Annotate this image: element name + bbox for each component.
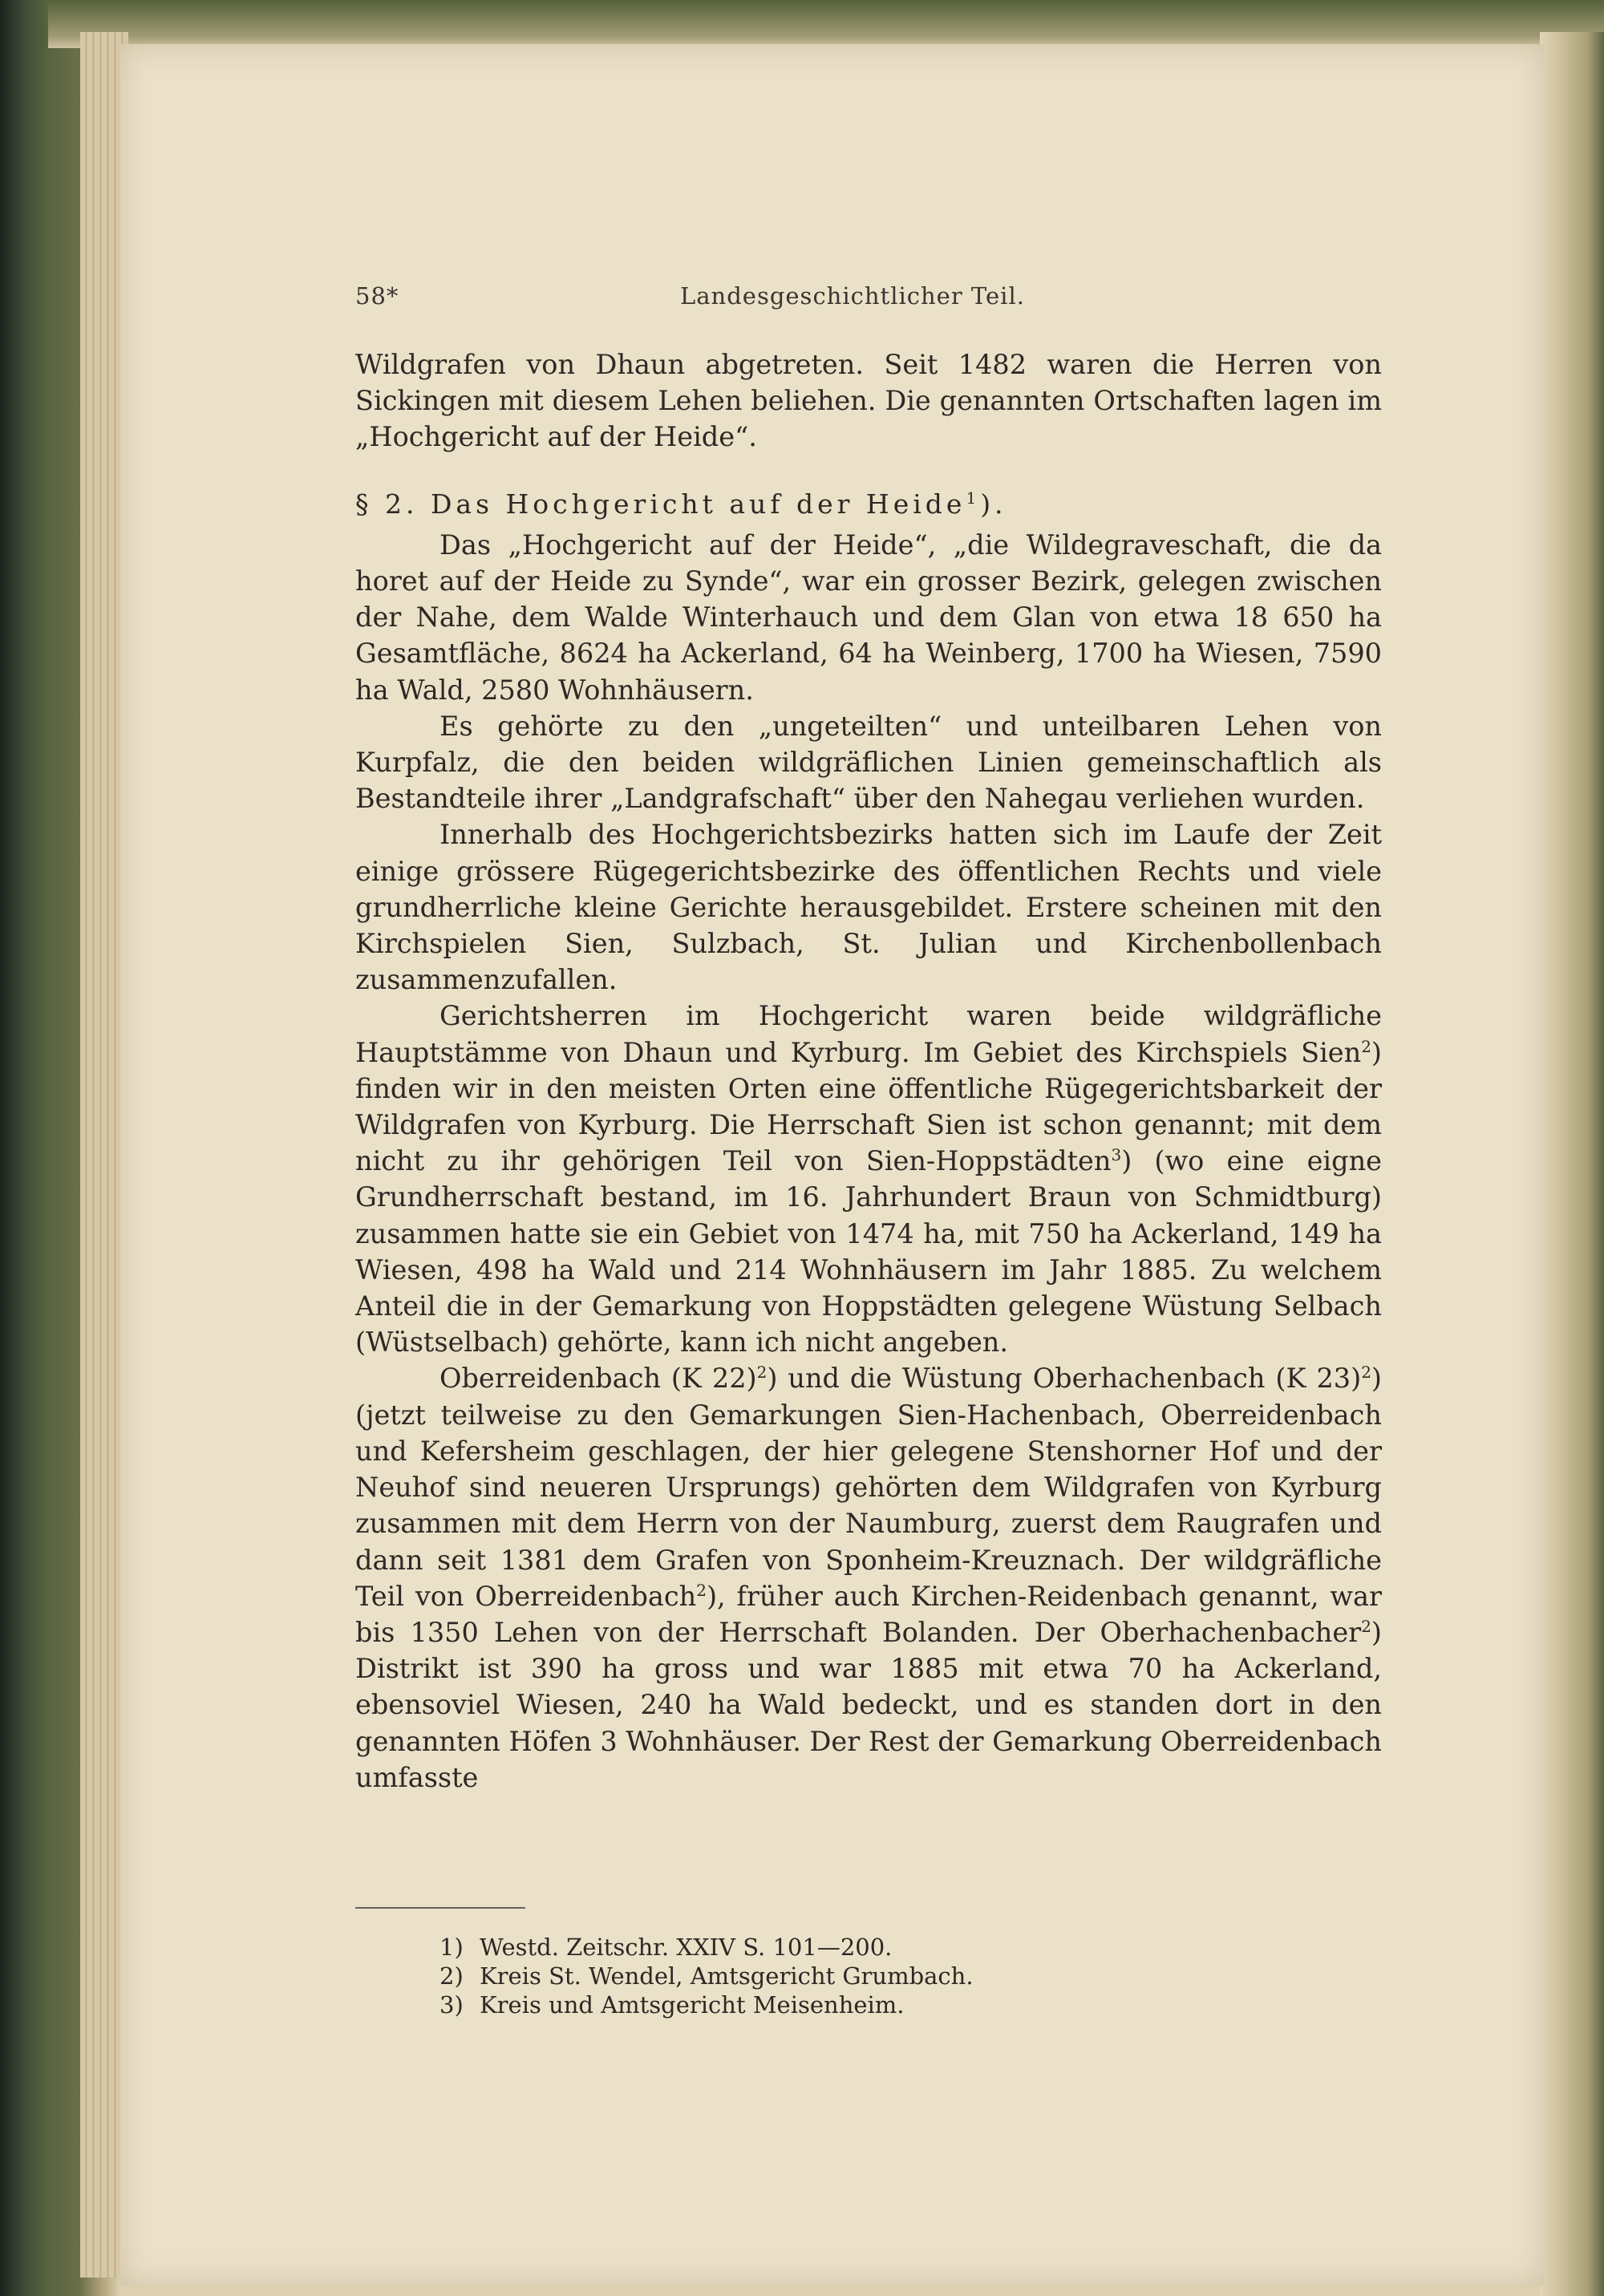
section-heading-text: § 2. Das Hochgericht auf der Heide [355,488,966,520]
running-title: Landesgeschichtlicher Teil. [680,282,1025,310]
section-heading-end: ). [980,488,1007,520]
footnote-text: Kreis St. Wendel, Amtsgericht Grumbach. [480,1962,974,1990]
paragraph-text: ) Distrikt ist 390 ha gross und war 1885 mit etwa 70 ha Ackerland, ebensoviel Wiesen, 240 ha Wald bedeckt, und es standen dort in den genannten Höfen 3 Wohnhäuser. Der Rest der Gemarkung Oberreidenbach umfasste [355,1616,1382,1793]
paragraph-text: ) (wo eine eigne Grundherrschaft bestand, im 16. Jahrhundert Braun von Schmidtburg) zusammen hatte sie ein Gebiet von 1474 ha, mit 750 ha Ackerland, 149 ha Wiesen, 498 ha Wald und 214 Wohnhäusern im Jahr 1885. Zu welchem Anteil die in der Gemarkung von Hoppstädten gelegene Wüstung Selbach (Wüstselbach) gehörte, kann ich nicht angeben. [355,1145,1382,1359]
footnotes [439,1933,1322,2019]
paragraph [355,998,1382,1360]
footnote-ref: 2 [696,1580,707,1600]
paragraph-text: Oberreidenbach (K 22) [439,1363,757,1395]
page-number: 58* [355,282,399,310]
section-heading [355,486,1382,522]
paragraph: Das „Hochgericht auf der Heide“, „die Wildegraveschaft, die da horet auf der Heide zu Synde“, war ein grosser Bezirk, gelegen zwischen der Nahe, dem Walde Winterhauch und dem Glan von etwa 18 650 ha Gesamtfläche, 8624 ha Ackerland, 64 ha Weinberg, 1700 ha Wiesen, 7590 ha Wald, 2580 Wohnhäusern. [355,528,1382,706]
footnote-text: Kreis und Amtsgericht Meisenheim. [480,1991,905,2019]
footnote-number: 2) [439,1962,464,1990]
footnote-number: 3) [439,1991,464,2019]
footnote-number: 1) [439,1934,464,1961]
footnote-ref: 2 [1361,1036,1371,1056]
footnote-ref: 3 [1111,1145,1122,1165]
book-top-edge [48,0,1604,48]
paragraph-text: Gerichtsherren im Hochgericht waren beide wildgräfliche Hauptstämme von Dhaun und Kyrburg. Im Gebiet des Kirchspiels Sien [355,1000,1382,1068]
paragraph-text: ) und die Wüstung Oberhachenbach (K 23) [767,1363,1362,1395]
paragraph-text: ) finden wir in den meisten Orten eine öffentliche Rügegerichtsbarkeit der Wildgrafen von Kyrburg. Die Herrschaft Sien ist schon genannt; mit dem nicht zu ihr gehörigen Teil von Sien-Hoppstädten [355,1036,1382,1177]
footnote-divider [355,1907,525,1909]
page-edges-right [1540,32,1604,2296]
footnote [439,1962,1322,1990]
paragraph-text: ) (jetzt teilweise zu den Gemarkungen Sien-Hachenbach, Oberreidenbach und Kefersheim geschlagen, der hier gelegene Stenshorner Hof und der Neuhof sind neueren Ursprungs) gehörten dem Wildgrafen von Kyrburg zusammen mit dem Herrn von der Naumburg, zuerst dem Raugrafen und dann seit 1381 dem Grafen von Sponheim-Kreuznach. Der wildgräfliche Teil von Oberreidenbach [355,1363,1382,1612]
footnote-text: Westd. Zeitschr. XXIV S. 101—200. [480,1934,893,1961]
footnote [439,1933,1322,1962]
paragraph: Es gehörte zu den „ungeteilten“ und unteilbaren Lehen von Kurpfalz, die den beiden wildgräflichen Linien gemeinschaftlich als Bestandteile ihrer „Landgrafschaft“ über den Nahegau verliehen wurden. [355,710,1382,815]
body-text [355,346,1382,1796]
paragraph-continuation: Wildgrafen von Dhaun abgetreten. Seit 1482 waren die Herren von Sickingen mit diesem Lehen beliehen. Die genannten Ortschaften lagen im „Hochgericht auf der Heide“. [355,349,1382,453]
footnote-ref: 2 [756,1363,768,1383]
paragraph-text: ), früher auch Kirchen-Reidenbach genannt, war bis 1350 Lehen von der Herrschaft Bolanden. Der Oberhachenbacher [355,1580,1382,1648]
footnote-ref: 2 [1361,1616,1371,1636]
footnote-ref: 1 [966,488,981,508]
footnote-ref: 2 [1361,1363,1371,1383]
paragraph: Innerhalb des Hochgerichtsbezirks hatten sich im Laufe der Zeit einige grössere Rügegerichtsbezirke des öffentlichen Rechts und viele grundherrliche kleine Gerichte herausgebildet. Erstere scheinen mit den Kirchspielen Sien, Sulzbach, St. Julian und Kirchenbollenbach zusammenzufallen. [355,819,1382,996]
footnote [439,1990,1322,2019]
paragraph [355,1360,1382,1795]
